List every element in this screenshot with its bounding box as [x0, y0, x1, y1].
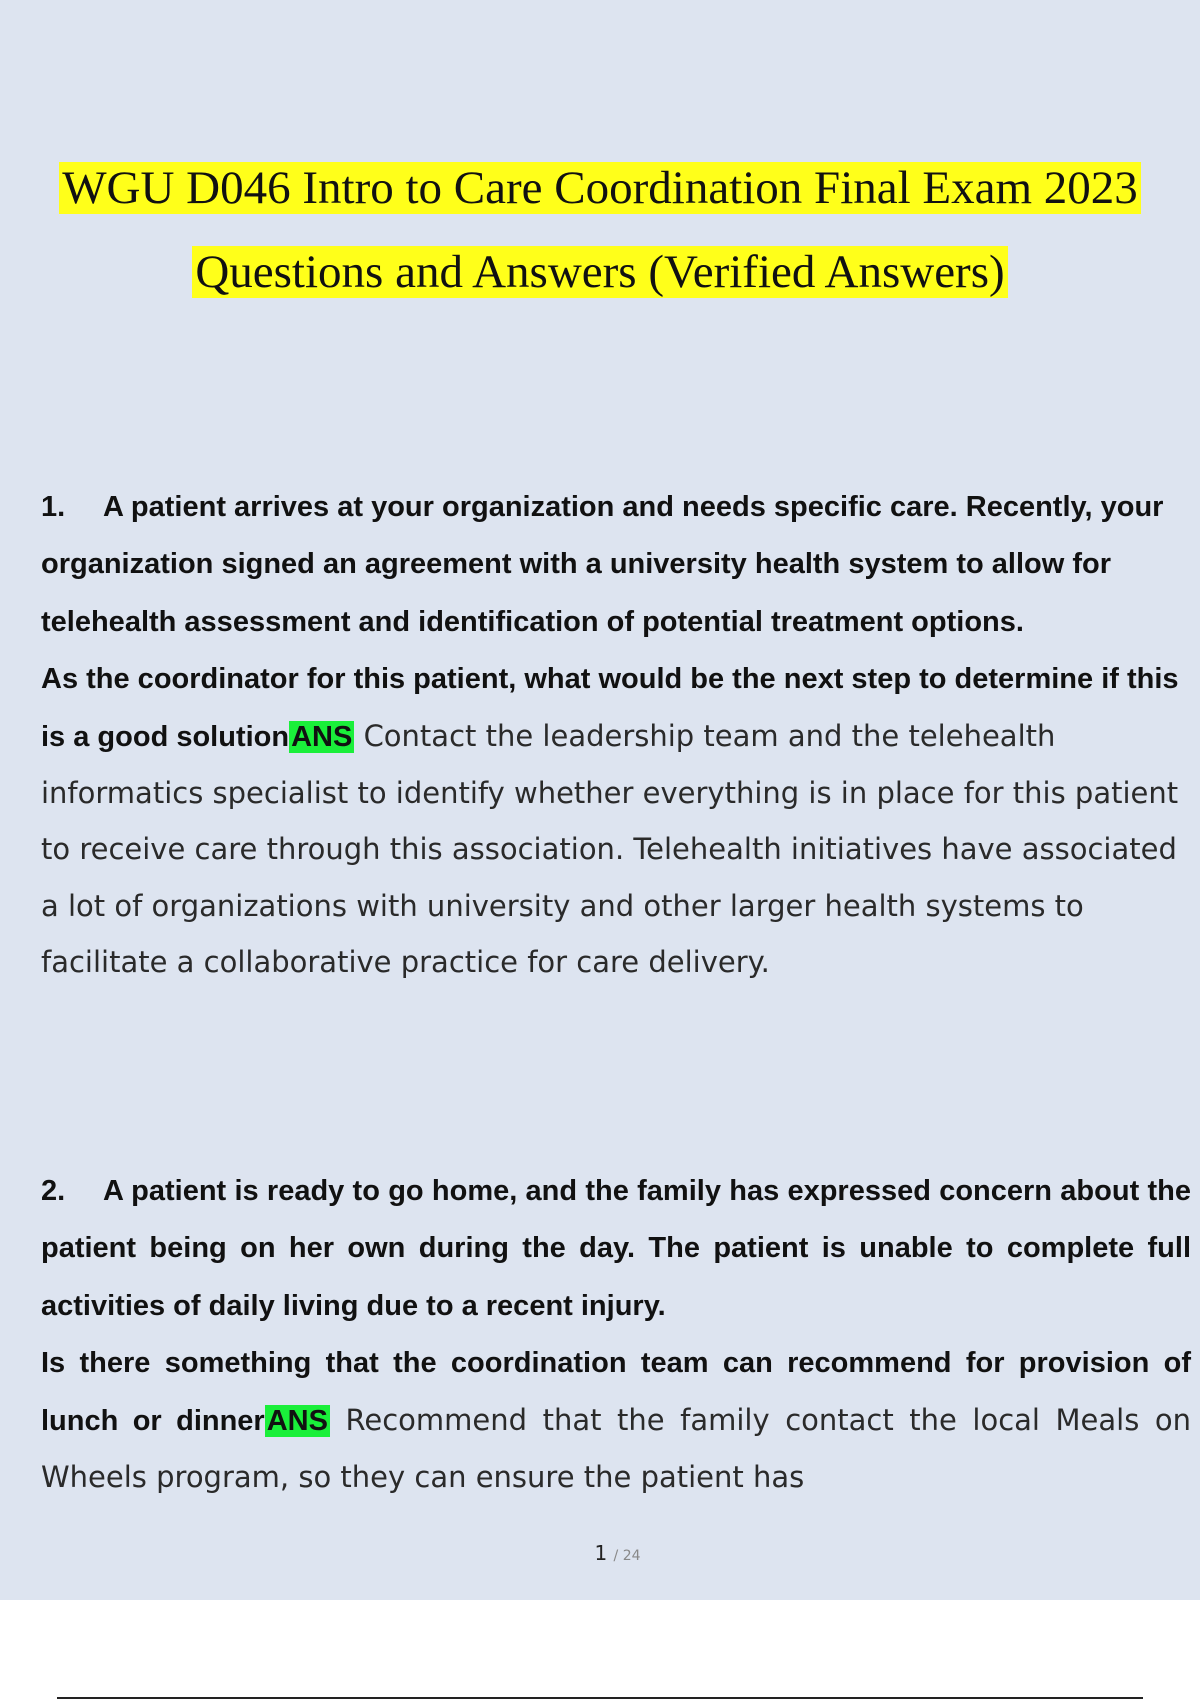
- document-title: [0, 146, 1200, 314]
- title-line-1: WGU D046 Intro to Care Coordination Final Exam 2023: [59, 162, 1141, 214]
- page-number: [0, 1541, 1200, 1565]
- question-2-answer: Recommend that the family contact the local Meals on Wheels program, so they can ensure the patient has: [41, 1402, 1192, 1495]
- page-total: / 24: [613, 1548, 641, 1564]
- title-line-2: Questions and Answers (Verified Answers): [192, 246, 1007, 298]
- question-number: 1.: [41, 491, 66, 523]
- question-2: [41, 1162, 1191, 1505]
- next-page-rule: [57, 1697, 1143, 1699]
- question-1-prompt: As the coordinator for this patient, what would be the next step to determine if this is a good solution: [41, 663, 1179, 753]
- question-2-text: [41, 1175, 1191, 1437]
- page-current: 1: [594, 1541, 608, 1565]
- question-1: [41, 478, 1191, 991]
- ans-label: ANS: [266, 1404, 328, 1437]
- question-number: 2.: [41, 1175, 66, 1207]
- question-2-stem: A patient is ready to go home, and the family has expressed concern about the patient being on her own during the day. The patient is unable to complete full activities of daily living due to a recent injury.: [41, 1175, 1191, 1322]
- question-2-prompt: Is there something that the coordination team can recommend for provision of lunch or dinner: [41, 1347, 1191, 1437]
- question-1-answer: Contact the leadership team and the telehealth informatics specialist to identify whether everything is in place for this patient to receive care through this association. Telehealth initiatives have associated a lot of organizations with university and other larger health systems to facilitate a collaborative practice for care delivery.: [41, 718, 1179, 980]
- question-1-stem: A patient arrives at your organization and needs specific care. Recently, your organization signed an agreement with a university health system to allow for telehealth assessment and identification of potential treatment options.: [41, 491, 1164, 638]
- question-1-text: [41, 491, 1179, 753]
- ans-label: ANS: [291, 720, 353, 753]
